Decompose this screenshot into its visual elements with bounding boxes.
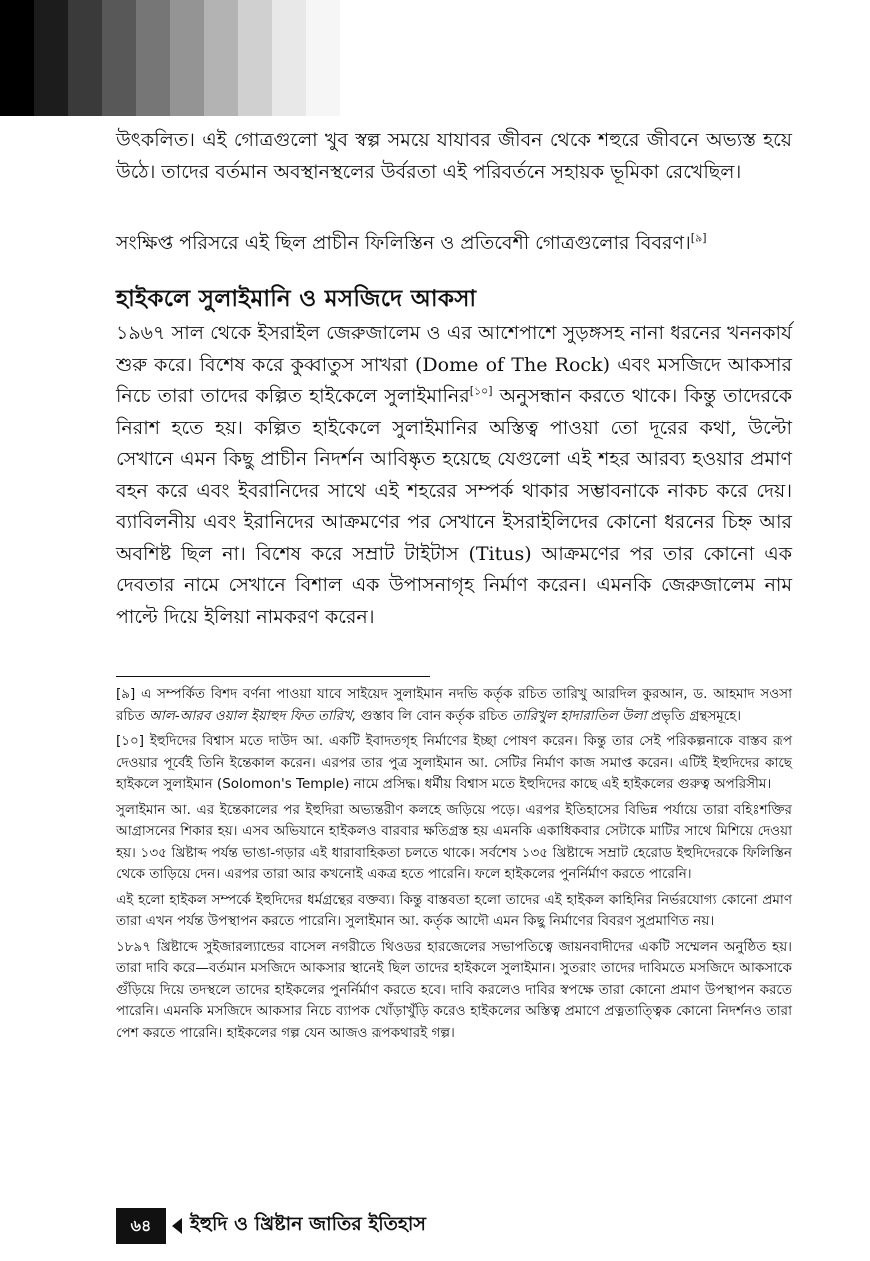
paragraph-text: ১৯৬৭ সাল থেকে ইসরাইল জেরুজালেম ও এর আশেপাশে সুড়ঙ্গসহ নানা ধরনের খননকার্য শুরু করে। বিশেষ করে কুব্বাতুস সাখরা (Dome of The Rock) এবং মসজিদে আকসার নিচে তারা তাদের কল্পিত হাইকেলে সুলাইমানির: [116, 322, 792, 407]
footnote-text: প্রভৃতি গ্রন্থসমূহে।: [646, 707, 742, 724]
body-paragraph: [116, 228, 792, 260]
body-paragraph: [116, 318, 792, 633]
footnote-reference[interactable]: [১০]: [469, 384, 493, 398]
grey-swatch: [34, 0, 68, 116]
book-title-italic: তারিখুল হাদারাতিল উলা: [511, 707, 647, 724]
footnote-10-para: এই হলো হাইকল সম্পর্কে ইহুদিদের ধর্মগ্রন্থের বক্তব্য। কিন্তু বাস্তবতা হলো তাদের এই হাইকল কাহিনির নির্ভরযোগ্য কোনো প্রমাণ তারা এখন পর্যন্ত উপস্থাপন করতে পারেনি। সুলাইমান আ. কর্তৃক আদৌ এমন কিছু নির্মাণের বিবরণ সুপ্রমাণিত নয়।: [116, 891, 792, 929]
page-footer: [116, 1208, 426, 1244]
grey-swatch: [136, 0, 170, 116]
grey-swatch: [102, 0, 136, 116]
scan-calibration-strip: [0, 0, 340, 116]
running-book-title: ইহুদি ও খ্রিষ্টান জাতির ইতিহাস: [190, 1213, 426, 1235]
footnote-9: [116, 684, 792, 727]
footnote-10-para: ১৮৯৭ খ্রিষ্টাব্দে সুইজারল্যান্ডের বাসেল নগরীতে থিওডর হারজেলের সভাপতিত্বে জায়নবাদীদের একটি সম্মেলন অনুষ্ঠিত হয়। তারা দাবি করে—বর্তমান মসজিদে আকসার স্থানেই ছিল তাদের হাইকলে সুলাইমান। সুতরাং তাদের দাবিমতে মসজিদে আকসাকে গুঁড়িয়ে দিয়ে তদস্থলে তাদের হাইকলের পুনর্নির্মাণ করতে হবে। দাবি করলেও দাবির স্বপক্ষে তারা কোনো প্রমাণ উপস্থাপন করতে পারেনি। এমনকি মসজিদে আকসার নিচে ব্যাপক খোঁড়াখুঁড়ি করেও হাইকলের অস্তিত্ব প্রমাণে প্রত্নতাত্ত্বিক কোনো নিদর্শনও তারা পেশ করতে পারেনি। হাইকলের গল্প যেন আজও রূপকথারই গল্প।: [116, 938, 792, 1041]
paragraph-text: অনুসন্ধান করতে থাকে। কিন্তু তাদেরকে নিরাশ হতে হয়। কল্পিত হাইকেলে সুলাইমানির অস্তিত্ব পাওয়া তো দূরের কথা, উল্টো সেখানে এমন কিছু প্রাচীন নিদর্শন আবিষ্কৃত হয়েছে যেগুলো এই শহর আরব্য হওয়ার প্রমাণ বহন করে এবং ইবরানিদের সাথে এই শহরের সম্পর্ক থাকার সম্ভাবনাকে নাকচ করে দেয়। ব্যাবিলনীয় এবং ইরানিদের আক্রমণের পর সেখানে ইসরাইলিদের কোনো ধরনের চিহ্ন আর অবশিষ্ট ছিল না। বিশেষ করে সম্রাট টাইটাস (Titus) আক্রমণের পর তার কোনো এক দেবতার নামে সেখানে বিশাল এক উপাসনাগৃহ নির্মাণ করেন। এমনকি জেরুজালেম নাম পাল্টে দিয়ে ইলিয়া নামকরণ করেন।: [116, 385, 792, 628]
footnotes-section: [116, 684, 792, 1048]
footnote-10-para: [১০] ইহুদিদের বিশ্বাস মতে দাউদ আ. একটি ইবাদতগৃহ নির্মাণের ইচ্ছা পোষণ করেন। কিন্তু তার সেই পরিকল্পনাকে বাস্তব রূপ দেওয়ার পূর্বেই তিনি ইন্তেকাল করেন। এরপর তার পুত্র সুলাইমান আ. সেটির নির্মাণ কাজ সমাপ্ত করেন। এটিই ইহুদিদের কাছে হাইকলে সুলাইমান (Solomon's Temple) নামে প্রসিদ্ধ। ধর্মীয় বিশ্বাস মতে ইহুদিদের কাছে এই হাইকলের গুরুত্ব অপরিসীম।: [116, 733, 792, 792]
grey-swatch: [306, 0, 340, 116]
grey-swatch: [68, 0, 102, 116]
page-number: ৬৪: [116, 1208, 166, 1244]
grey-swatch: [170, 0, 204, 116]
section-heading: হাইকলে সুলাইমানি ও মসজিদে আকসা: [116, 286, 477, 312]
grey-swatch: [238, 0, 272, 116]
footnote-text: [৯] এ সম্পর্কিত বিশদ বর্ণনা পাওয়া যাবে সাইয়েদ সুলাইমান নদভি কর্তৃক রচিত তারিখু আরদিল কুরআন, ড. আহমাদ সওসা রচিত: [116, 686, 792, 724]
footnote-10-para: সুলাইমান আ. এর ইন্তেকালের পর ইহুদিরা অভ্যন্তরীণ কলহে জড়িয়ে পড়ে। এরপর ইতিহাসের বিভিন্ন পর্যায়ে তারা বহিঃশক্তির আগ্রাসনের শিকার হয়। এসব অভিযানে হাইকলও বারবার ক্ষতিগ্রস্ত হয় এমনকি একাধিকবার সেটাকে মাটির সাথে মিশিয়ে দেওয়া হয়। ১৩৫ খ্রিষ্টাব্দ পর্যন্ত ভাঙা-গড়ার এই ধারাবাহিকতা চলতে থাকে। সর্বশেষ ১৩৫ খ্রিষ্টাব্দে সম্রাট হেরোড ইহুদিদেরকে ফিলিস্তিন থেকে তাড়িয়ে দেন। এরপর তারা আর কখনোই একত্র হতে পারেনি। ফলে হাইকলের পুনর্নির্মাণ করতে পারেনি।: [116, 801, 792, 882]
footnote-divider: [116, 676, 430, 677]
footnote-reference[interactable]: [৯]: [690, 231, 707, 245]
paragraph-text: সংক্ষিপ্ত পরিসরে এই ছিল প্রাচীন ফিলিস্তিন ও প্রতিবেশী গোত্রগুলোর বিবরণ।: [116, 232, 691, 254]
grey-swatch: [272, 0, 306, 116]
book-title-italic: আল-আরব ওয়াল ইয়াহুদ ফিত তারিখ,: [149, 707, 357, 724]
grey-swatch: [0, 0, 34, 116]
footnote-text: গুস্তাব লি বোন কর্তৃক রচিত: [356, 707, 512, 724]
left-triangle-icon: [172, 1218, 182, 1234]
grey-swatch: [204, 0, 238, 116]
body-paragraph: উৎকলিত। এই গোত্রগুলো খুব স্বল্প সময়ে যাযাবর জীবন থেকে শহুরে জীবনে অভ্যস্ত হয়ে উঠে। তাদের বর্তমান অবস্থানস্থলের উর্বরতা এই পরিবর্তনে সহায়ক ভূমিকা রেখেছিল।: [116, 129, 792, 183]
